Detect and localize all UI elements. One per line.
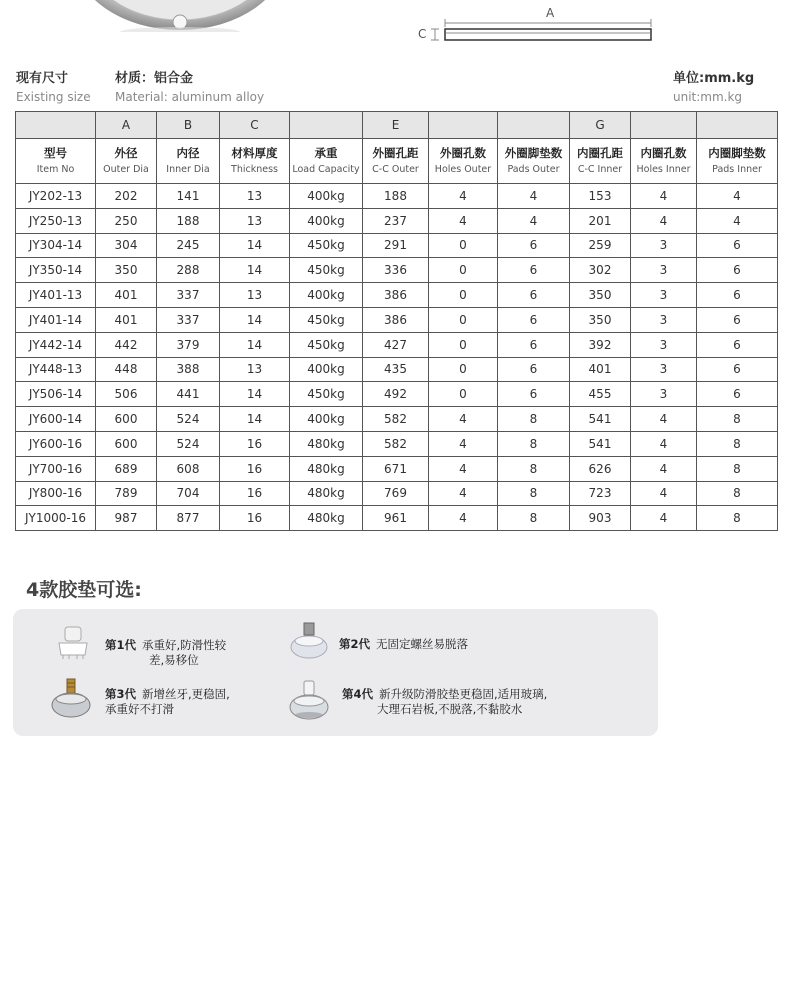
pad-gen1-label: 第1代 xyxy=(105,638,137,652)
existing-size-en: Existing size xyxy=(16,90,91,104)
table-cell: 250 xyxy=(96,208,157,233)
header-en: Outer Dia xyxy=(103,163,149,175)
table-cell: 14 xyxy=(220,258,290,283)
table-cell: 6 xyxy=(697,233,778,258)
header-cn: 型号 xyxy=(44,145,67,160)
header-cc-outer xyxy=(363,139,429,184)
letter-cell: G xyxy=(570,112,631,139)
header-en: Item No xyxy=(36,163,75,175)
table-cell: 401 xyxy=(96,283,157,308)
header-cn: 外径 xyxy=(114,145,138,160)
table-cell: 3 xyxy=(631,332,697,357)
table-cell: 524 xyxy=(157,407,220,432)
table-row xyxy=(16,481,778,506)
header-en: Load Capacity xyxy=(292,163,360,175)
table-cell: 480kg xyxy=(290,456,363,481)
table-cell: 13 xyxy=(220,208,290,233)
table-cell: 16 xyxy=(220,506,290,531)
table-cell: 448 xyxy=(96,357,157,382)
table-row xyxy=(16,184,778,209)
header-cn: 承重 xyxy=(314,145,338,160)
table-cell: 141 xyxy=(157,184,220,209)
header-en: Inner Dia xyxy=(166,163,210,175)
pad-gen1-line1: 承重好,防滑性较 xyxy=(142,638,227,652)
header-holes-inner xyxy=(631,139,697,184)
table-cell: 689 xyxy=(96,456,157,481)
table-cell: 0 xyxy=(429,233,498,258)
table-cell: 3 xyxy=(631,382,697,407)
table-cell: 427 xyxy=(363,332,429,357)
pad-gen2-icon xyxy=(287,617,331,661)
table-cell: 723 xyxy=(570,481,631,506)
table-cell: 8 xyxy=(498,431,570,456)
header-pads-inner xyxy=(697,139,778,184)
table-row xyxy=(16,283,778,308)
table-cell: 392 xyxy=(570,332,631,357)
table-cell: 400kg xyxy=(290,407,363,432)
table-cell: 541 xyxy=(570,407,631,432)
table-cell: 3 xyxy=(631,357,697,382)
item-no-cell: JY401-13 xyxy=(16,283,96,308)
table-cell: 4 xyxy=(498,208,570,233)
letter-cell: C xyxy=(220,112,290,139)
item-no-cell: JY401-14 xyxy=(16,307,96,332)
letter-cell xyxy=(498,112,570,139)
table-cell: 13 xyxy=(220,283,290,308)
letter-cell xyxy=(290,112,363,139)
item-no-cell: JY350-14 xyxy=(16,258,96,283)
table-cell: 6 xyxy=(498,307,570,332)
header-en: Thickness xyxy=(231,163,278,175)
letter-cell: E xyxy=(363,112,429,139)
table-cell: 480kg xyxy=(290,431,363,456)
header-cn: 外圈孔距 xyxy=(372,145,419,160)
table-cell: 4 xyxy=(631,407,697,432)
table-cell: 4 xyxy=(697,208,778,233)
table-cell: 441 xyxy=(157,382,220,407)
letter-cell: B xyxy=(157,112,220,139)
table-cell: 3 xyxy=(631,307,697,332)
table-cell: 4 xyxy=(429,208,498,233)
table-cell: 0 xyxy=(429,357,498,382)
dim-label-c: C xyxy=(418,27,427,41)
table-cell: 4 xyxy=(697,184,778,209)
item-no-cell: JY600-16 xyxy=(16,431,96,456)
column-header-row xyxy=(16,139,778,184)
table-cell: 14 xyxy=(220,307,290,332)
table-cell: 480kg xyxy=(290,481,363,506)
table-cell: 14 xyxy=(220,407,290,432)
table-row xyxy=(16,431,778,456)
pad-gen4-text xyxy=(342,687,547,702)
table-cell: 350 xyxy=(570,283,631,308)
pad-gen2-line1: 无固定螺丝易脱落 xyxy=(376,637,469,651)
table-cell: 6 xyxy=(697,283,778,308)
pad-gen4-line1: 新升级防滑胶垫更稳固,适用玻璃, xyxy=(379,687,548,701)
header-load-capacity xyxy=(290,139,363,184)
header-holes-outer xyxy=(429,139,498,184)
pad-gen2-text xyxy=(339,637,468,652)
pad-gen2-label: 第2代 xyxy=(339,637,371,651)
table-cell: 6 xyxy=(498,357,570,382)
table-cell: 379 xyxy=(157,332,220,357)
letter-cell: A xyxy=(96,112,157,139)
table-cell: 237 xyxy=(363,208,429,233)
table-cell: 450kg xyxy=(290,233,363,258)
letter-cell xyxy=(697,112,778,139)
table-cell: 8 xyxy=(498,456,570,481)
table-cell: 14 xyxy=(220,382,290,407)
table-cell: 6 xyxy=(697,382,778,407)
turntable-product-image xyxy=(70,0,290,32)
header-cn: 外圈孔数 xyxy=(440,145,486,160)
table-cell: 6 xyxy=(697,357,778,382)
unit-block xyxy=(673,71,774,105)
table-cell: 704 xyxy=(157,481,220,506)
table-cell: 789 xyxy=(96,481,157,506)
table-cell: 6 xyxy=(498,382,570,407)
table-cell: 336 xyxy=(363,258,429,283)
table-cell: 401 xyxy=(570,357,631,382)
table-cell: 4 xyxy=(631,506,697,531)
table-cell: 6 xyxy=(498,283,570,308)
header-en: Pads Inner xyxy=(712,163,762,175)
table-cell: 6 xyxy=(697,258,778,283)
table-row xyxy=(16,407,778,432)
header-item-no xyxy=(16,139,96,184)
table-cell: 245 xyxy=(157,233,220,258)
table-cell: 582 xyxy=(363,431,429,456)
table-cell: 506 xyxy=(96,382,157,407)
table-cell: 4 xyxy=(498,184,570,209)
letter-cell xyxy=(429,112,498,139)
header-en: Holes Outer xyxy=(434,163,492,175)
table-row xyxy=(16,357,778,382)
table-row xyxy=(16,258,778,283)
pad-gen3-text xyxy=(105,687,230,702)
item-no-cell: JY442-14 xyxy=(16,332,96,357)
pads-panel xyxy=(13,609,658,736)
letter-cell xyxy=(16,112,96,139)
table-cell: 288 xyxy=(157,258,220,283)
table-cell: 626 xyxy=(570,456,631,481)
dimension-diagram xyxy=(415,6,655,46)
table-cell: 961 xyxy=(363,506,429,531)
existing-size-block xyxy=(16,71,91,105)
table-cell: 3 xyxy=(631,233,697,258)
table-cell: 8 xyxy=(697,456,778,481)
pad-gen3-label: 第3代 xyxy=(105,687,137,701)
table-cell: 492 xyxy=(363,382,429,407)
table-cell: 450kg xyxy=(290,382,363,407)
table-cell: 600 xyxy=(96,407,157,432)
table-cell: 524 xyxy=(157,431,220,456)
spec-table xyxy=(15,111,778,531)
table-cell: 4 xyxy=(631,481,697,506)
item-no-cell: JY202-13 xyxy=(16,184,96,209)
unit-en: unit:mm.kg xyxy=(673,90,743,104)
table-cell: 442 xyxy=(96,332,157,357)
table-cell: 8 xyxy=(498,506,570,531)
table-cell: 600 xyxy=(96,431,157,456)
table-cell: 386 xyxy=(363,307,429,332)
info-row xyxy=(16,71,774,107)
table-cell: 3 xyxy=(631,283,697,308)
table-cell: 13 xyxy=(220,357,290,382)
table-cell: 8 xyxy=(697,407,778,432)
material-block xyxy=(115,71,264,105)
table-cell: 903 xyxy=(570,506,631,531)
table-cell: 582 xyxy=(363,407,429,432)
pad-gen3-line1: 新增丝牙,更稳固, xyxy=(142,687,230,701)
table-cell: 0 xyxy=(429,332,498,357)
table-cell: 4 xyxy=(429,506,498,531)
table-cell: 4 xyxy=(429,431,498,456)
table-cell: 987 xyxy=(96,506,157,531)
table-cell: 450kg xyxy=(290,332,363,357)
dimension-drawing xyxy=(415,6,655,46)
table-cell: 386 xyxy=(363,283,429,308)
header-outer-dia xyxy=(96,139,157,184)
table-cell: 350 xyxy=(96,258,157,283)
table-cell: 16 xyxy=(220,456,290,481)
table-cell: 337 xyxy=(157,283,220,308)
table-cell: 450kg xyxy=(290,258,363,283)
header-cn: 外圈脚垫数 xyxy=(504,145,563,160)
table-cell: 13 xyxy=(220,184,290,209)
table-cell: 8 xyxy=(697,506,778,531)
pad-gen4-label: 第4代 xyxy=(342,687,374,701)
table-cell: 877 xyxy=(157,506,220,531)
table-cell: 3 xyxy=(631,258,697,283)
table-cell: 769 xyxy=(363,481,429,506)
table-cell: 6 xyxy=(697,307,778,332)
table-row xyxy=(16,208,778,233)
table-cell: 541 xyxy=(570,431,631,456)
item-no-cell: JY1000-16 xyxy=(16,506,96,531)
header-en: C-C Inner xyxy=(577,163,623,175)
table-cell: 671 xyxy=(363,456,429,481)
table-cell: 304 xyxy=(96,233,157,258)
header-en: C-C Outer xyxy=(372,163,419,175)
table-cell: 401 xyxy=(96,307,157,332)
table-cell: 4 xyxy=(429,184,498,209)
spec-table-body xyxy=(16,184,778,531)
header-cn: 内圈孔数 xyxy=(640,145,687,160)
table-row xyxy=(16,233,778,258)
item-no-cell: JY250-13 xyxy=(16,208,96,233)
column-letter-row xyxy=(16,112,778,139)
table-cell: 188 xyxy=(363,184,429,209)
table-cell: 4 xyxy=(631,208,697,233)
table-cell: 6 xyxy=(498,258,570,283)
table-row xyxy=(16,332,778,357)
table-cell: 480kg xyxy=(290,506,363,531)
table-cell: 201 xyxy=(570,208,631,233)
table-cell: 388 xyxy=(157,357,220,382)
letter-cell xyxy=(631,112,697,139)
table-cell: 608 xyxy=(157,456,220,481)
table-cell: 455 xyxy=(570,382,631,407)
table-cell: 8 xyxy=(697,481,778,506)
header-pads-outer xyxy=(498,139,570,184)
table-cell: 400kg xyxy=(290,184,363,209)
table-cell: 0 xyxy=(429,307,498,332)
table-cell: 8 xyxy=(498,407,570,432)
material-en: Material: aluminum alloy xyxy=(115,90,265,104)
table-cell: 400kg xyxy=(290,283,363,308)
header-en: Pads Outer xyxy=(507,163,560,175)
table-cell: 8 xyxy=(498,481,570,506)
table-cell: 0 xyxy=(429,258,498,283)
unit-cn: 单位:mm.kg xyxy=(673,71,755,86)
header-thickness xyxy=(220,139,290,184)
item-no-cell: JY304-14 xyxy=(16,233,96,258)
table-cell: 4 xyxy=(631,184,697,209)
table-cell: 400kg xyxy=(290,357,363,382)
table-cell: 259 xyxy=(570,233,631,258)
table-cell: 6 xyxy=(697,332,778,357)
header-cc-inner xyxy=(570,139,631,184)
table-cell: 0 xyxy=(429,382,498,407)
item-no-cell: JY506-14 xyxy=(16,382,96,407)
table-cell: 400kg xyxy=(290,208,363,233)
existing-size-cn: 现有尺寸 xyxy=(16,71,69,86)
item-no-cell: JY600-14 xyxy=(16,407,96,432)
table-cell: 4 xyxy=(631,456,697,481)
table-cell: 337 xyxy=(157,307,220,332)
table-cell: 4 xyxy=(429,481,498,506)
header-inner-dia xyxy=(157,139,220,184)
table-cell: 0 xyxy=(429,283,498,308)
table-cell: 8 xyxy=(697,431,778,456)
pad-gen3-icon xyxy=(49,677,93,721)
item-no-cell: JY448-13 xyxy=(16,357,96,382)
pad-gen4-icon xyxy=(287,677,331,721)
table-row xyxy=(16,456,778,481)
header-cn: 材料厚度 xyxy=(231,145,278,160)
table-cell: 4 xyxy=(631,431,697,456)
table-row xyxy=(16,382,778,407)
header-cn: 内径 xyxy=(176,145,200,160)
item-no-cell: JY700-16 xyxy=(16,456,96,481)
table-cell: 6 xyxy=(498,233,570,258)
table-cell: 350 xyxy=(570,307,631,332)
table-cell: 6 xyxy=(498,332,570,357)
table-cell: 4 xyxy=(429,407,498,432)
table-cell: 435 xyxy=(363,357,429,382)
pad-gen4-line2: 大理石岩板,不脱落,不黏胶水 xyxy=(377,702,523,716)
header-cn: 内圈孔距 xyxy=(577,145,623,160)
table-cell: 188 xyxy=(157,208,220,233)
table-row xyxy=(16,506,778,531)
header-cn: 内圈脚垫数 xyxy=(708,145,766,160)
pad-gen3-line2: 承重好不打滑 xyxy=(105,702,174,716)
table-cell: 14 xyxy=(220,233,290,258)
pad-gen1-text xyxy=(105,638,226,653)
table-cell: 153 xyxy=(570,184,631,209)
table-cell: 16 xyxy=(220,481,290,506)
table-cell: 450kg xyxy=(290,307,363,332)
header-en: Holes Inner xyxy=(636,163,691,175)
table-cell: 202 xyxy=(96,184,157,209)
table-cell: 302 xyxy=(570,258,631,283)
table-cell: 291 xyxy=(363,233,429,258)
item-no-cell: JY800-16 xyxy=(16,481,96,506)
table-cell: 4 xyxy=(429,456,498,481)
table-cell: 14 xyxy=(220,332,290,357)
table-cell: 16 xyxy=(220,431,290,456)
pad-gen1-icon xyxy=(51,621,95,665)
material-cn: 材质：铝合金 xyxy=(115,71,194,86)
dim-label-a: A xyxy=(546,6,555,20)
table-row xyxy=(16,307,778,332)
pads-section-title: 4款胶垫可选: xyxy=(26,579,142,601)
pad-gen1-line2: 差,易移位 xyxy=(149,653,199,667)
